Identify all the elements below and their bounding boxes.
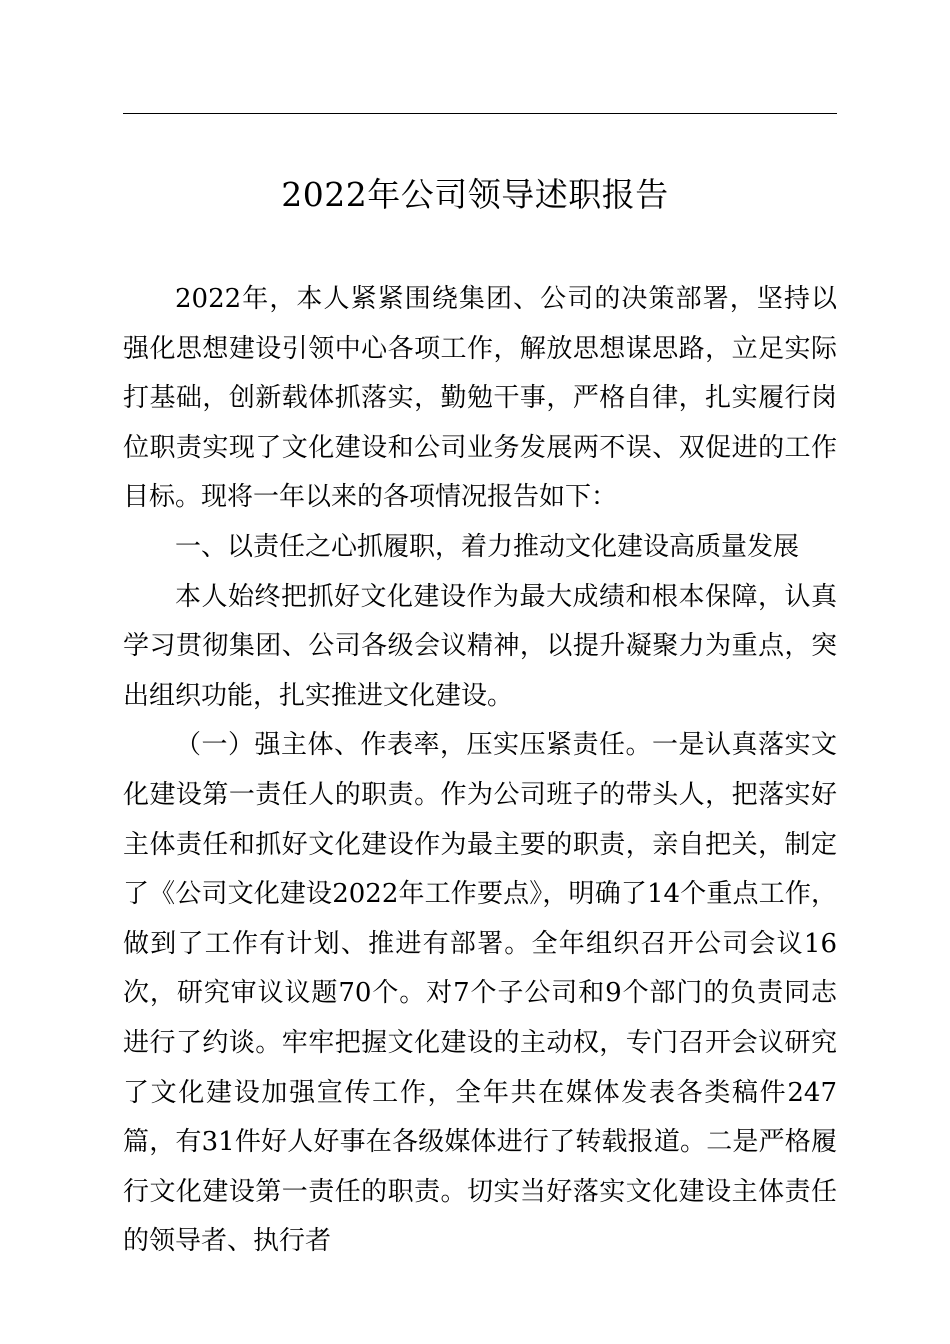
paragraph-intro: 2022年，本人紧紧围绕集团、公司的决策部署，坚持以强化思想建设引领中心各项工作，解放思想谋思路，立足实际打基础，创新载体抓落实，勤勉干事，严格自律，扎实履行岗位职责实现了文化建设和公司业务发展两不误、双促进的工作目标。现将一年以来的各项情况报告如下： xyxy=(123,284,837,513)
section-heading-1: 一、以责任之心抓履职，着力推动文化建设高质量发展 xyxy=(175,531,800,562)
header-rule xyxy=(123,113,837,114)
paragraph-subsection-1: （一）强主体、作表率，压实压紧责任。一是认真落实文化建设第一责任人的职责。作为公司班子的带头人，把落实好主体责任和抓好文化建设作为最主要的职责，亲自把关，制定了《公司文化建设2022年工作要点》，明确了14个重点工作，做到了工作有计划、推进有部署。全年组织召开公司会议16次，研究审议议题70个。对7个子公司和9个部门的负责同志进行了约谈。牢牢把握文化建设的主动权，专门召开会议研究了文化建设加强宣传工作，全年共在媒体发表各类稿件247篇，有31件好人好事在各级媒体进行了转载报道。二是严格履行文化建设第一责任的职责。切实当好落实文化建设主体责任的领导者、执行者 xyxy=(123,730,837,1257)
document-title: 2022年公司领导述职报告 xyxy=(281,175,669,214)
paragraph-section-1-intro: 本人始终把抓好文化建设作为最大成绩和根本保障，认真学习贯彻集团、公司各级会议精神，以提升凝聚力为重点，突出组织功能，扎实推进文化建设。 xyxy=(123,581,837,711)
document-body xyxy=(123,275,837,1267)
